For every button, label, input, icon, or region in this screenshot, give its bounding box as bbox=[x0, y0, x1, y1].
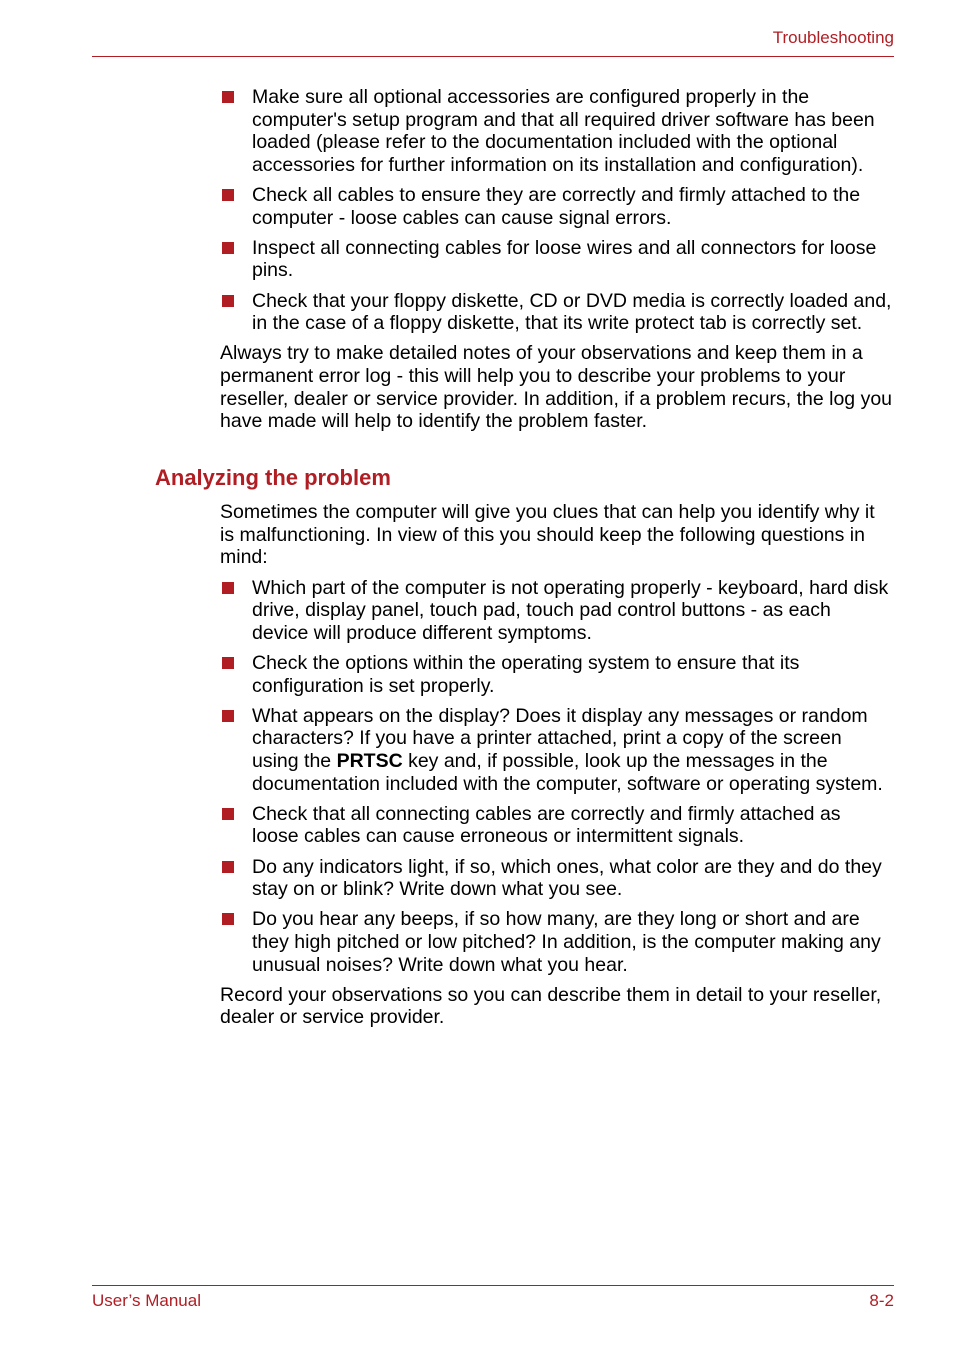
list-item-text bbox=[252, 705, 883, 795]
notes-paragraph: Always try to make detailed notes of your observations and keep them in a permanent error log - this will help you to describe your problems to your reseller, dealer or service provider. In addition, if a problem recurs, the log you have made will help to identify the problem faster. bbox=[220, 342, 893, 433]
list-item-text: Check the options within the operating system to ensure that its configuration is set properly. bbox=[252, 652, 800, 697]
footer-manual-title: User’s Manual bbox=[92, 1291, 201, 1310]
list-item-text: Check that all connecting cables are correctly and firmly attached as loose cables can cause erroneous or intermittent signals. bbox=[252, 802, 841, 848]
footer-rule bbox=[92, 1285, 894, 1286]
section-intro: Sometimes the computer will give you clues that can help you identify why it is malfunctioning. In view of this you should keep the following questions in mind: bbox=[220, 501, 875, 569]
square-bullet-icon bbox=[222, 710, 234, 722]
list-item-text: Check all cables to ensure they are correctly and firmly attached to the computer - loose cables can cause signal errors. bbox=[252, 183, 861, 229]
list-item bbox=[220, 184, 892, 229]
checklist-top bbox=[220, 86, 892, 335]
list-item-text: Which part of the computer is not operating properly - keyboard, hard disk drive, display panel, touch pad, touch pad control buttons - as each device will produce different symptoms. bbox=[252, 576, 889, 644]
square-bullet-icon bbox=[222, 295, 234, 307]
key-name-prtsc: PRTSC bbox=[336, 750, 403, 772]
list-item bbox=[220, 577, 892, 645]
list-item-text: Do any indicators light, if so, which ones, what color are they and do they stay on or blink? Write down what you see. bbox=[252, 855, 882, 901]
square-bullet-icon bbox=[222, 657, 234, 669]
list-item-text: Inspect all connecting cables for loose wires and all connectors for loose pins. bbox=[252, 236, 877, 282]
section-spacer bbox=[220, 440, 892, 465]
page-number: 8-2 bbox=[869, 1291, 894, 1310]
section-heading: Analyzing the problem bbox=[155, 465, 391, 491]
list-item bbox=[220, 856, 892, 901]
header-rule bbox=[92, 56, 894, 57]
list-item-text-before-key: What appears on the display? Does it display any messages or random characters? If you have a printer attached, print a copy of the screen using the bbox=[252, 704, 868, 772]
question-list bbox=[220, 577, 892, 976]
closing-paragraph: Record your observations so you can describe them in detail to your reseller, dealer or service provider. bbox=[220, 983, 882, 1029]
list-item-text-after-key: key and, if possible, look up the messages in the documentation included with the computer, software or operating system. bbox=[252, 750, 883, 795]
square-bullet-icon bbox=[222, 242, 234, 254]
list-item bbox=[220, 290, 892, 335]
running-header-title: Troubleshooting bbox=[772, 28, 894, 47]
list-item bbox=[220, 652, 892, 697]
square-bullet-icon bbox=[222, 861, 234, 873]
page-body bbox=[155, 86, 893, 1037]
square-bullet-icon bbox=[222, 808, 234, 820]
list-item bbox=[220, 86, 892, 176]
list-item bbox=[220, 705, 892, 795]
list-item bbox=[220, 803, 892, 848]
square-bullet-icon bbox=[222, 189, 234, 201]
square-bullet-icon bbox=[222, 913, 234, 925]
list-item-text: Check that your floppy diskette, CD or DVD media is correctly loaded and, in the case of a floppy diskette, that its write protect tab is correctly set. bbox=[252, 289, 892, 335]
square-bullet-icon bbox=[222, 91, 234, 103]
list-item-text: Make sure all optional accessories are configured properly in the computer's setup program and that all required driver software has been loaded (please refer to the documentation included with the optional accessories for further information on its installation and configuration). bbox=[252, 86, 875, 176]
list-item bbox=[220, 908, 892, 976]
square-bullet-icon bbox=[222, 582, 234, 594]
list-item bbox=[220, 237, 892, 282]
list-item-text: Do you hear any beeps, if so how many, are they long or short and are they high pitched or low pitched? In addition, is the computer making any unusual noises? Write down what you hear. bbox=[252, 908, 881, 976]
